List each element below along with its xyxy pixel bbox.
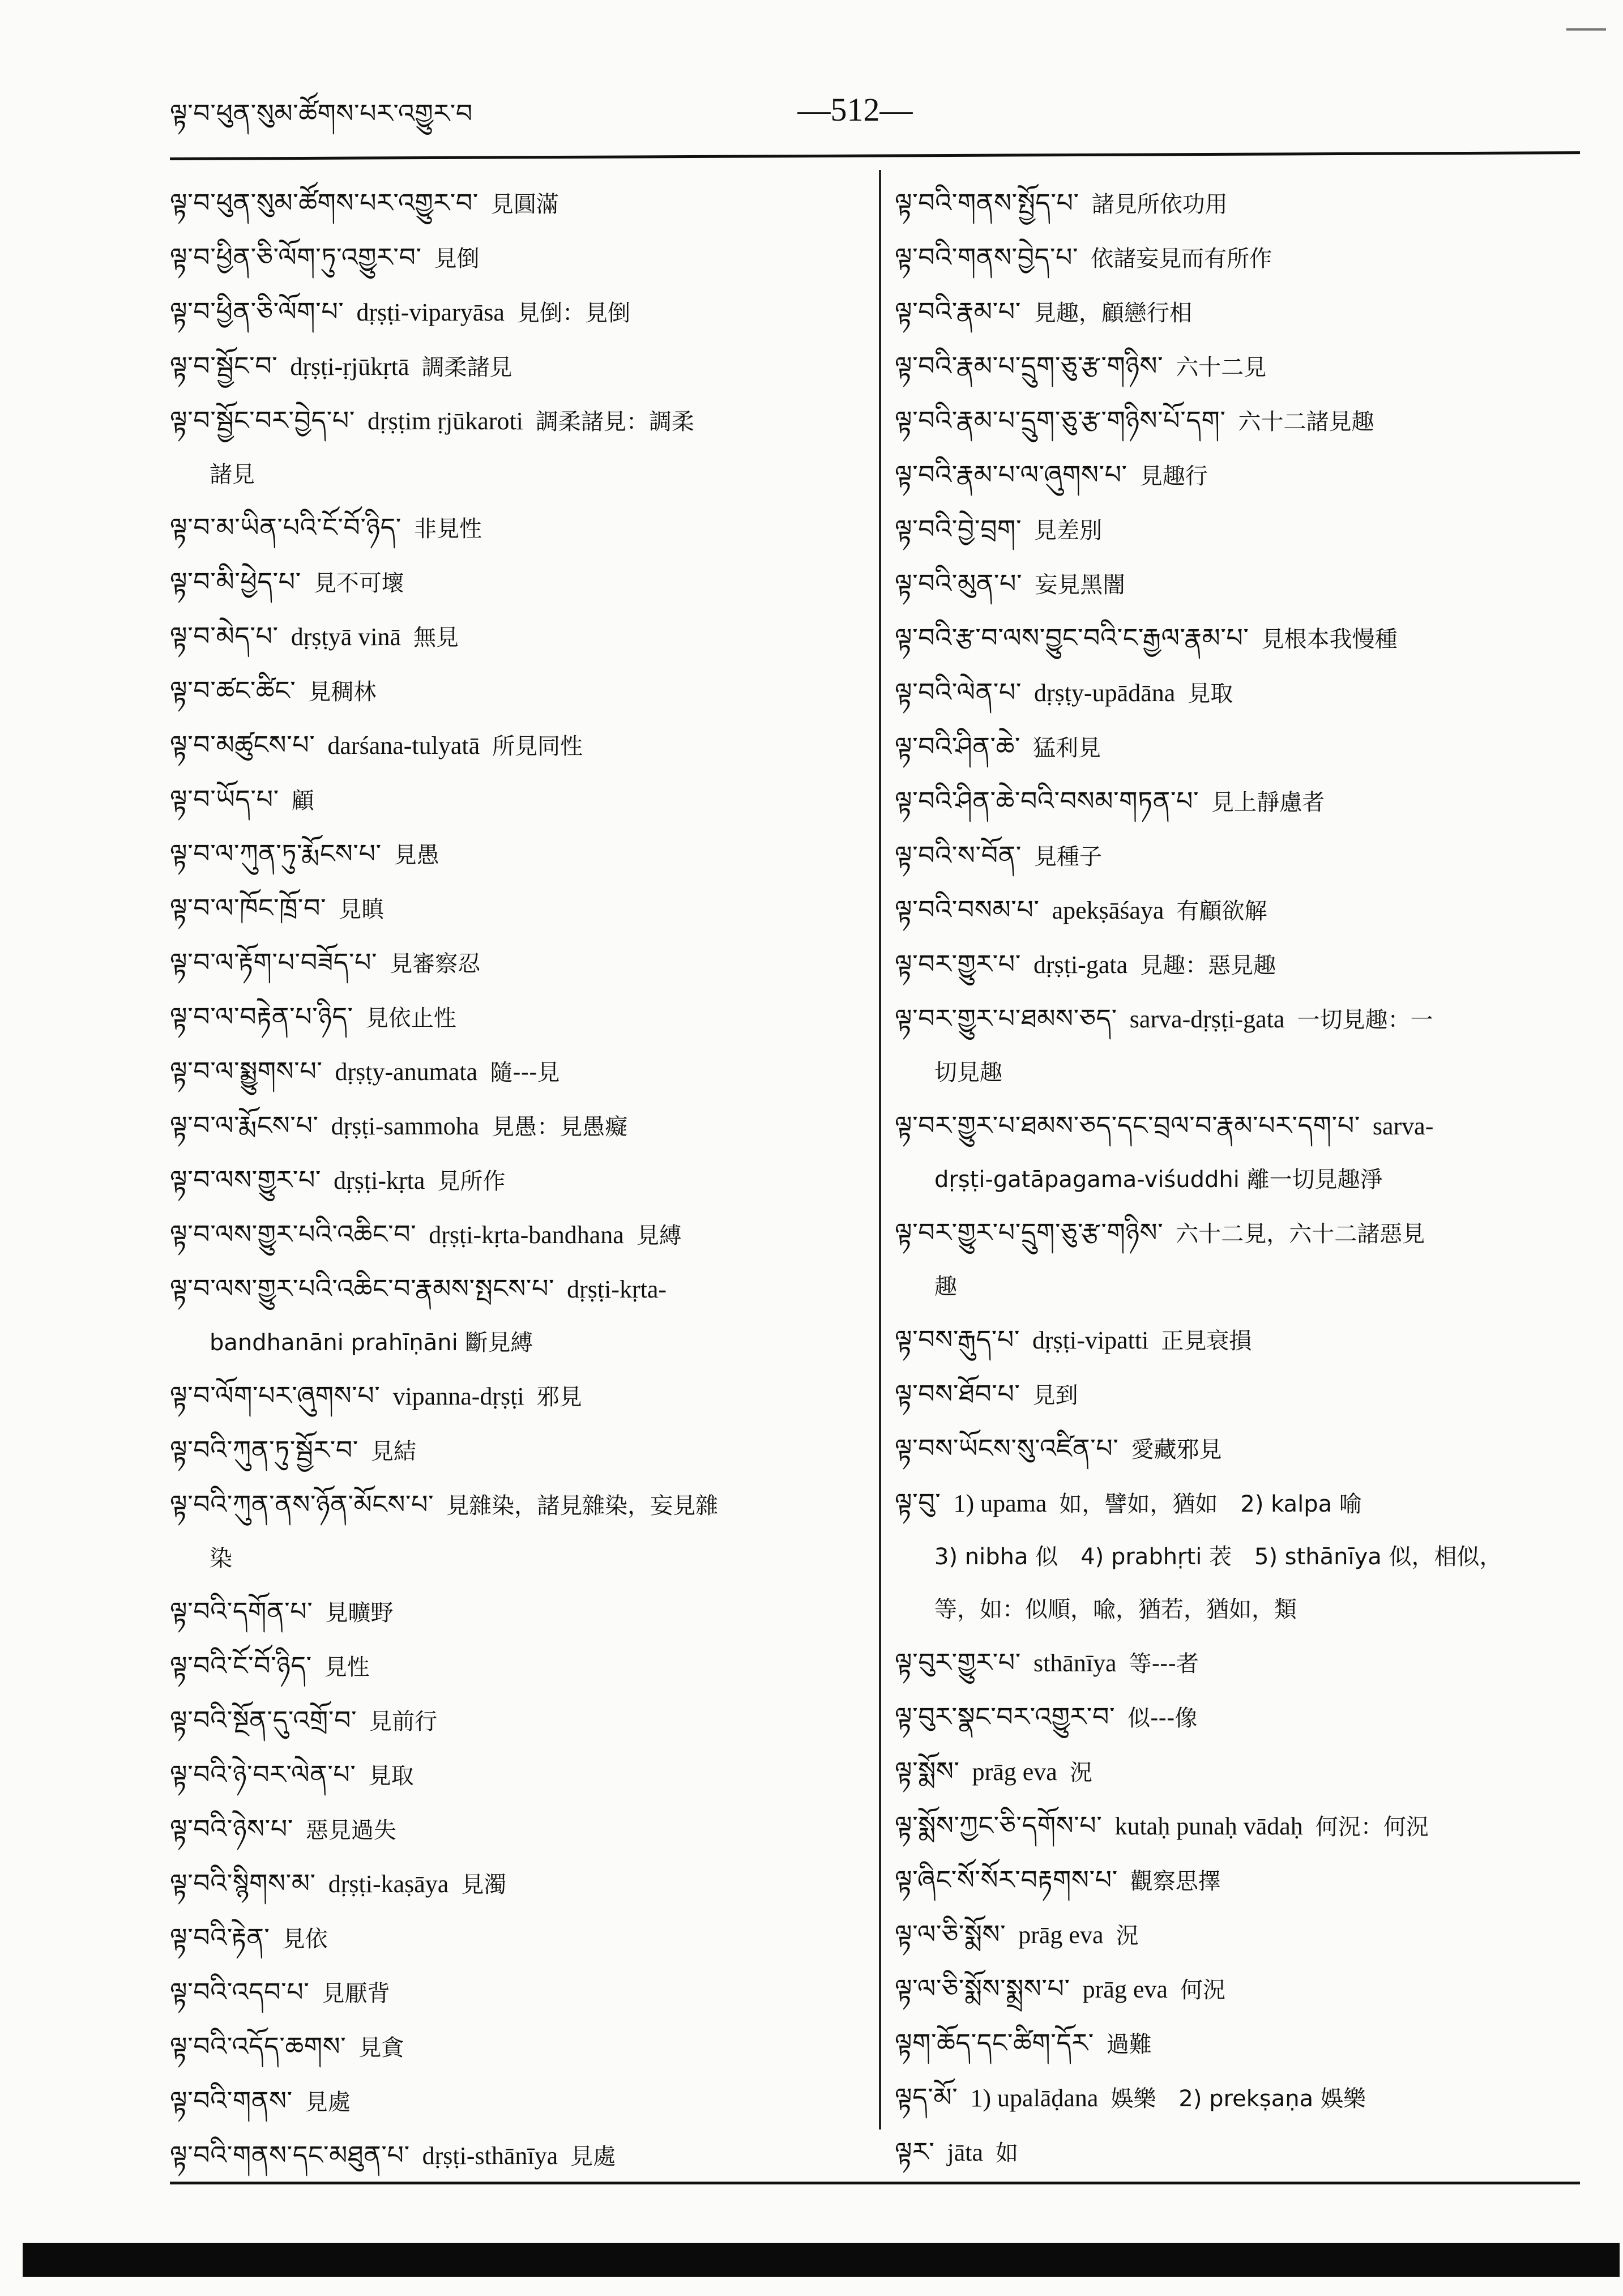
entry-continuation-line: [170, 449, 855, 501]
sanskrit-equivalent: dṛṣṭyā vinā: [291, 623, 401, 651]
tibetan-headword: ལྟ་བས་ཐོབ་པ་: [895, 1379, 1020, 1409]
entry-continuation-line: [170, 1533, 855, 1585]
tibetan-headword: ལྟ་བའི་རྣམ་པ་ལ་ཞུགས་པ་: [895, 459, 1127, 490]
dictionary-entry: [170, 1424, 855, 1478]
entry-continuation: 染: [210, 1546, 232, 1572]
tibetan-headword: ལྟ་བའི་ངོ་བོ་ཉིད་: [170, 1650, 312, 1681]
chinese-gloss: 惡見過失: [305, 1817, 396, 1843]
chinese-gloss: 見趣：惡見趣: [1140, 953, 1276, 979]
chinese-gloss: 況: [1116, 1923, 1139, 1949]
dictionary-entry: [895, 449, 1580, 503]
sanskrit-equivalent: dṛṣṭim ṛjūkaroti: [367, 407, 523, 435]
chinese-gloss: 見所作: [437, 1168, 506, 1194]
sanskrit-equivalent: sarva-: [1372, 1112, 1434, 1140]
sanskrit-equivalent: kutaḥ punaḥ vādaḥ: [1114, 1812, 1303, 1840]
tibetan-headword: ལྟ་བའི་ཀུན་ནས་ཉོན་མོངས་པ་: [170, 1489, 434, 1520]
dictionary-entry: [170, 1640, 855, 1694]
dictionary-entry: [895, 666, 1580, 720]
sanskrit-equivalent: dṛṣṭi-kṛta: [334, 1167, 425, 1194]
left-column: [170, 177, 855, 2183]
tibetan-headword: ལྟ་བ་སྦྱོང་བ་: [170, 351, 278, 381]
tibetan-headword: ལྟ་བའི་ཤིན་ཆེ་བའི་བསམ་གཏན་པ་: [895, 786, 1199, 816]
chinese-gloss: 邪見: [536, 1384, 582, 1410]
tibetan-headword: ལྟ་བ་མཚུངས་པ་: [170, 729, 315, 760]
chinese-gloss: 何況：何況: [1315, 1814, 1429, 1840]
chinese-gloss: 有顧欲解: [1176, 898, 1267, 924]
tibetan-headword: ལྟ་སྨོས་ཀྱང་ཅི་དགོས་པ་: [895, 1810, 1103, 1841]
chinese-gloss: 見愚：見愚癡: [492, 1114, 628, 1140]
dictionary-entry: [895, 2126, 1580, 2180]
chinese-gloss: 似---像: [1127, 1705, 1198, 1731]
tibetan-headword: ལྟ་བ་མ་ཡིན་པའི་ངོ་བོ་ཉིད་: [170, 512, 402, 543]
tibetan-headword: ལྟ་བའི་བསམ་པ་: [895, 894, 1040, 925]
dictionary-entry: [170, 1045, 855, 1099]
sanskrit-equivalent: dṛṣṭi-sthānīya: [422, 2142, 558, 2170]
entry-continuation: 切見趣: [934, 1060, 1002, 1086]
tibetan-headword: ལྟ་ཞིང་སོ་སོར་བརྟགས་པ་: [895, 1864, 1118, 1895]
chinese-gloss: 見雜染，諸見雜染，妄見雜: [446, 1493, 719, 1519]
dictionary-entry: [895, 884, 1580, 938]
dictionary-entry: [895, 1368, 1580, 1422]
dictionary-entry: [895, 2071, 1580, 2126]
entry-continuation-line: [895, 1261, 1580, 1313]
dictionary-entry: [170, 610, 855, 664]
chinese-gloss: 見不可壞: [313, 570, 404, 596]
chinese-gloss: 依諸妄見而有所作: [1091, 246, 1272, 272]
chinese-gloss: 見取: [1188, 681, 1233, 707]
chinese-gloss: 見厭背: [322, 1981, 390, 2007]
chinese-gloss: 見圓滿: [490, 191, 559, 217]
dictionary-entry: [895, 1476, 1580, 1531]
dictionary-entry: [895, 177, 1580, 231]
sanskrit-equivalent: 1) upama: [953, 1490, 1047, 1517]
tibetan-headword: ལྟ་བའི་མུན་པ་: [895, 568, 1023, 599]
chinese-gloss: 見倒: [434, 246, 480, 272]
footer-rule: [170, 2182, 1580, 2184]
dictionary-entry: [895, 1745, 1580, 1799]
chinese-gloss: 諸見所依功用: [1091, 191, 1228, 217]
chinese-gloss: 調柔諸見: [421, 355, 512, 381]
chinese-gloss: 見處: [305, 2089, 351, 2115]
chinese-gloss: 見結: [370, 1439, 416, 1465]
tibetan-headword: ལྟ་བས་རྒུད་པ་: [895, 1324, 1020, 1355]
tibetan-headword: ལྟ་བའི་གནས་: [170, 2085, 293, 2116]
sanskrit-equivalent: sthānīya: [1033, 1649, 1117, 1677]
chinese-gloss: 見依止性: [365, 1005, 456, 1031]
chinese-gloss: 見貪: [358, 2035, 404, 2061]
dictionary-entry: [170, 719, 855, 773]
dictionary-entry: [170, 1208, 855, 1262]
chinese-gloss: 何況: [1180, 1977, 1225, 2003]
chinese-gloss: 見取: [368, 1763, 414, 1789]
entry-continuation-line: [895, 1584, 1580, 1636]
dictionary-entry: [895, 1206, 1580, 1261]
tibetan-headword: ལྟ་བའི་རྣམ་པ་: [895, 296, 1021, 327]
dictionary-entry: [170, 1154, 855, 1208]
tibetan-headword: ལྟ་བ་ཕྱིན་ཅི་ལོག་པ་: [170, 296, 344, 327]
dictionary-entry: [170, 1911, 855, 1966]
tibetan-headword: ལྟ་བུར་སྣང་བར་འགྱུར་བ་: [895, 1701, 1116, 1732]
tibetan-headword: ལྟ་བ་ལ་སྨྱུགས་པ་: [170, 1056, 323, 1086]
sanskrit-equivalent: sarva-dṛṣṭi-gata: [1129, 1005, 1285, 1033]
dictionary-entry: [170, 664, 855, 719]
tibetan-headword: ལྟ་བའི་ས་བོན་: [895, 840, 1022, 870]
entry-continuation-line: [895, 1047, 1580, 1099]
tibetan-headword: ལྟ་བ་ཕྱིན་ཅི་ལོག་ཏུ་འགྱུར་བ་: [170, 242, 422, 272]
dictionary-entry: [170, 2020, 855, 2075]
tibetan-headword: ལྟ་བའི་འདབ་པ་: [170, 1977, 310, 2007]
dictionary-entry: [895, 394, 1580, 449]
right-column: [895, 177, 1580, 2180]
page-number: —512—: [797, 91, 913, 128]
dictionary-entry: [170, 556, 855, 610]
chinese-gloss: 六十二見: [1176, 355, 1267, 381]
tibetan-headword: ལྟ་བའི་ཀུན་ཏུ་སྦྱོར་བ་: [170, 1435, 358, 1465]
tibetan-headword: ལྟ་བའི་གནས་དང་མཐུན་པ་: [170, 2140, 410, 2170]
dictionary-entry: [895, 1422, 1580, 1476]
dictionary-entry: [170, 501, 855, 556]
dictionary-entry: [895, 1313, 1580, 1368]
dictionary-entry: [170, 991, 855, 1045]
tibetan-headword: ལྟ་བའི་ལེན་པ་: [895, 677, 1022, 707]
tibetan-headword: ལྟ་བའི་བྱེ་བྲག་: [895, 514, 1022, 544]
tibetan-headword: ལྟ་ལ་ཅི་སྨོས་: [895, 1919, 1006, 1949]
chinese-gloss: 愛藏邪見: [1131, 1437, 1222, 1463]
chinese-gloss: 調柔諸見：調柔: [535, 409, 694, 435]
dictionary-entry: [170, 177, 855, 231]
dictionary-entry: [170, 1857, 855, 1911]
scan-corner-mark: [1566, 28, 1606, 31]
tibetan-headword: ལྟ་བར་གྱུར་པ་: [895, 949, 1021, 979]
chinese-gloss: 見依: [282, 1926, 328, 1952]
dictionary-entry: [170, 1966, 855, 2020]
chinese-gloss: 見倒：見倒: [516, 300, 630, 326]
dictionary-entry: [170, 1694, 855, 1748]
dictionary-entry: [170, 394, 855, 449]
dictionary-entry: [170, 773, 855, 827]
chinese-gloss: 見曠野: [325, 1600, 394, 1626]
chinese-gloss: 見濁: [461, 1872, 507, 1898]
tibetan-headword: ལྟ་བའི་རྩ་བ་ལས་བྱུང་བའི་ང་རྒྱལ་རྣམ་པ་: [895, 622, 1249, 653]
dictionary-entry: [895, 2017, 1580, 2071]
chinese-gloss: 所見同性: [492, 733, 583, 759]
tibetan-headword: ལྟ་ལ་ཅི་སྨོས་སྨྲས་པ་: [895, 1973, 1070, 2004]
dictionary-entry: [170, 1369, 855, 1424]
column-divider: [879, 170, 881, 2129]
sanskrit-equivalent: 1) upalāḍana: [970, 2084, 1099, 2112]
scan-edge-bar: [23, 2243, 1620, 2277]
chinese-gloss: 如: [995, 2140, 1018, 2166]
chinese-gloss: 見審察忍: [390, 951, 481, 977]
chinese-gloss: 顧: [291, 788, 314, 814]
chinese-gloss: 正見衰損: [1161, 1328, 1252, 1354]
tibetan-headword: ལྟ་བར་གྱུར་པ་ཐམས་ཅད་: [895, 1003, 1117, 1034]
chinese-gloss: 見根本我慢種: [1261, 626, 1398, 652]
tibetan-headword: ལྟ་བ་ཡོད་པ་: [170, 784, 279, 814]
chinese-gloss: 等---者: [1129, 1651, 1199, 1677]
dictionary-entry: [895, 1908, 1580, 1962]
tibetan-headword: ལྟ་བ་སྦྱོང་བར་བྱེད་པ་: [170, 405, 355, 436]
dictionary-entry: [895, 775, 1580, 829]
tibetan-headword: ལྟ་བ་ལས་གྱུར་པའི་འཆིང་བ་རྣམས་སྤངས་པ་: [170, 1273, 555, 1304]
dictionary-entry: [895, 1799, 1580, 1854]
tibetan-headword: ལྟ་བ་ཕུན་སུམ་ཚོགས་པར་འགྱུར་བ་: [170, 187, 479, 218]
chinese-gloss: 見上靜慮者: [1211, 789, 1325, 816]
dictionary-entry: [170, 285, 855, 340]
chinese-gloss: 妄見黑闇: [1035, 572, 1126, 598]
dictionary-entry: [895, 720, 1580, 775]
dictionary-entry: [895, 503, 1580, 557]
sanskrit-equivalent: dṛṣṭi-viparyāsa: [356, 298, 505, 326]
chinese-gloss: 如，譬如，猶如 2) kalpa 喻: [1059, 1491, 1362, 1517]
tibetan-headword: ལྟ་སྨོས་: [895, 1756, 960, 1786]
dictionary-entry: [170, 340, 855, 394]
sanskrit-equivalent: prāg eva: [1082, 1975, 1168, 2003]
tibetan-headword: ལྟ་བ་ལས་གྱུར་པའི་འཆིང་བ་: [170, 1219, 417, 1249]
chinese-gloss: 隨---見: [490, 1060, 560, 1086]
tibetan-headword: ལྟ་བར་གྱུར་པ་ཐམས་ཅད་དང་བྲལ་བ་རྣམ་པར་དག་པ་: [895, 1110, 1360, 1141]
entry-continuation: dṛṣṭi-gatāpagama-viśuddhi 離一切見趣淨: [934, 1167, 1383, 1193]
tibetan-headword: ལྟ་བའི་སྔོན་དུ་འགྲོ་བ་: [170, 1705, 357, 1735]
dictionary-entry: [170, 1585, 855, 1640]
dictionary-entry: [895, 1691, 1580, 1745]
entry-continuation-line: [895, 1531, 1580, 1584]
entry-continuation: bandhanāni prahīṇāni 斷見縛: [210, 1330, 533, 1356]
tibetan-headword: ལྟ་བ་ཚང་ཚིང་: [170, 675, 296, 706]
entry-continuation: 等，如：似順，喩，猶若，猶如，類: [934, 1597, 1297, 1623]
tibetan-headword: ལྟ་བ་ལ་རྟོག་པ་བཟོད་པ་: [170, 947, 378, 978]
dictionary-entry: [170, 231, 855, 285]
entry-continuation-line: [170, 1317, 855, 1369]
tibetan-headword: ལྟ་བའི་རྣམ་པ་དྲུག་ཅུ་རྩ་གཉིས་: [895, 351, 1164, 381]
dictionary-entry: [170, 2075, 855, 2129]
entry-continuation: 趣: [934, 1274, 957, 1300]
tibetan-headword: ལྟ་བའི་རྟེན་: [170, 1922, 270, 1953]
tibetan-headword: ལྟ་བ་ལ་ཀུན་ཏུ་རྨོངས་པ་: [170, 838, 382, 869]
tibetan-headword: ལྟ་བའི་གནས་སྤྱོད་པ་: [895, 187, 1079, 218]
chinese-gloss: 娛樂 2) prekṣaṇa 娛樂: [1111, 2086, 1366, 2112]
dictionary-entry: [170, 936, 855, 991]
dictionary-entry: [170, 1803, 855, 1857]
tibetan-headword: ལྟ་བ་ལས་གྱུར་པ་: [170, 1164, 322, 1195]
chinese-gloss: 一切見趣：一: [1297, 1007, 1433, 1033]
dictionary-entry: [170, 1099, 855, 1154]
dictionary-entry: [170, 827, 855, 882]
sanskrit-equivalent: dṛṣṭi-kaṣāya: [328, 1870, 449, 1898]
tibetan-headword: ལྟ་བུ་: [895, 1487, 941, 1518]
chinese-gloss: 見愚: [394, 842, 439, 868]
sanskrit-equivalent: dṛṣṭi-sammoha: [331, 1112, 480, 1140]
tibetan-headword: ལྟ་བ་མི་ཕྱེད་པ་: [170, 566, 301, 597]
dictionary-entry: [895, 938, 1580, 992]
sanskrit-equivalent: dṛṣṭy-anumata: [335, 1058, 478, 1086]
dictionary-entry: [895, 1099, 1580, 1154]
chinese-gloss: 過難: [1106, 2032, 1152, 2058]
chinese-gloss: 六十二見，六十二諸惡見: [1176, 1221, 1425, 1247]
chinese-gloss: 見種子: [1033, 844, 1102, 870]
dictionary-entry: [895, 992, 1580, 1047]
sanskrit-equivalent: dṛṣṭi-kṛta-bandhana: [429, 1221, 624, 1249]
dictionary-entry: [170, 882, 855, 936]
sanskrit-equivalent: prāg eva: [1018, 1921, 1104, 1949]
tibetan-headword: ལྟ་བའི་སྙིགས་མ་: [170, 1868, 316, 1898]
tibetan-headword: ལྟ་བ་ལ་ཁོང་ཁྲོ་བ་: [170, 893, 327, 923]
tibetan-headword: ལྟ་བར་གྱུར་པ་དྲུག་ཅུ་རྩ་གཉིས་: [895, 1217, 1164, 1248]
tibetan-headword: ལྟ་བའི་ཉེ་བར་ལེན་པ་: [170, 1759, 356, 1790]
tibetan-headword: ལྟ་བ་ལ་རྨོངས་པ་: [170, 1110, 319, 1141]
tibetan-headword: ལྟད་མོ་: [895, 2082, 958, 2113]
dictionary-entry: [895, 1854, 1580, 1908]
chinese-gloss: 六十二諸見趣: [1238, 409, 1374, 435]
sanskrit-equivalent: vipanna-dṛṣṭi: [392, 1382, 524, 1410]
chinese-gloss: 觀察思擇: [1130, 1868, 1221, 1894]
sanskrit-equivalent: dṛṣṭi-ṛjūkṛtā: [290, 353, 409, 381]
entry-continuation-line: [895, 1154, 1580, 1206]
dictionary-entry: [895, 231, 1580, 285]
chinese-gloss: 見處: [570, 2144, 616, 2170]
sanskrit-equivalent: dṛṣṭi-kṛta-: [567, 1275, 667, 1303]
dictionary-entry: [170, 1262, 855, 1317]
dictionary-entry: [895, 612, 1580, 666]
dictionary-entry: [895, 829, 1580, 884]
entry-continuation: 3) nibha 似 4) prabhṛti 䒾 5) sthānīya 似，相似，: [934, 1544, 1502, 1570]
chinese-gloss: 見差別: [1034, 518, 1103, 544]
tibetan-headword: ལྟ་བའི་ཉེས་པ་: [170, 1813, 293, 1844]
tibetan-headword: ལྟ་བ་ལ་བརྟེན་པ་ཉིད་: [170, 1001, 353, 1032]
tibetan-headword: ལྟ་བའི་འདོད་ཆགས་: [170, 2031, 347, 2062]
tibetan-headword: ལྟ་བའི་དགོན་པ་: [170, 1596, 313, 1627]
chinese-gloss: 猛利見: [1033, 735, 1101, 761]
sanskrit-equivalent: dṛṣṭy-upādāna: [1034, 679, 1176, 707]
tibetan-headword: ལྟ་བའི་ཤིན་ཆེ་: [895, 731, 1021, 762]
chinese-gloss: 見性: [324, 1654, 370, 1680]
tibetan-headword: ལྟ་བས་ཡོངས་སུ་འཛིན་པ་: [895, 1433, 1119, 1463]
chinese-gloss: 見到: [1032, 1382, 1078, 1409]
tibetan-headword: ལྟར་: [895, 2136, 935, 2167]
chinese-gloss: 非見性: [413, 516, 482, 542]
sanskrit-equivalent: apekṣāśaya: [1052, 897, 1164, 924]
dictionary-entry: [895, 1962, 1580, 2017]
tibetan-headword: ལྟ་བ་མེད་པ་: [170, 621, 279, 651]
chinese-gloss: 況: [1069, 1760, 1092, 1786]
dictionary-entry: [895, 285, 1580, 340]
sanskrit-equivalent: dṛṣṭi-gata: [1033, 951, 1128, 979]
chinese-gloss: 見縛: [636, 1223, 682, 1249]
tibetan-headword: ལྟ་བའི་རྣམ་པ་དྲུག་ཅུ་རྩ་གཉིས་པོ་དག་: [895, 405, 1226, 436]
dictionary-entry: [170, 2129, 855, 2183]
chinese-gloss: 見瞋: [339, 897, 385, 923]
tibetan-headword: ལྟ་བ་ལོག་པར་ཞུགས་པ་: [170, 1380, 381, 1411]
chinese-gloss: 無見: [413, 625, 459, 651]
sanskrit-equivalent: jāta: [947, 2139, 983, 2166]
sanskrit-equivalent: dṛṣṭi-vipatti: [1032, 1326, 1149, 1354]
sanskrit-equivalent: darśana-tulyatā: [327, 732, 480, 759]
chinese-gloss: 見趣行: [1139, 463, 1208, 489]
tibetan-headword: ལྟ་བུར་གྱུར་པ་: [895, 1647, 1021, 1678]
dictionary-entry: [895, 1636, 1580, 1691]
dictionary-entry: [895, 340, 1580, 394]
chinese-gloss: 見稠林: [308, 679, 377, 705]
chinese-gloss: 見趣，顧戀行相: [1033, 300, 1192, 326]
sanskrit-equivalent: prāg eva: [972, 1758, 1057, 1786]
tibetan-headword: ལྟག་ཆོད་དང་ཚིག་དོར་: [895, 2028, 1094, 2058]
entry-continuation: 諸見: [210, 462, 255, 488]
running-title: ལྟ་བ་ཕུན་སུམ་ཚོགས་པར་འགྱུར་བ: [170, 98, 473, 129]
dictionary-entry: [895, 557, 1580, 612]
tibetan-headword: ལྟ་བའི་གནས་བྱེད་པ་: [895, 242, 1079, 272]
chinese-gloss: 見前行: [369, 1709, 438, 1735]
dictionary-entry: [170, 1748, 855, 1803]
dictionary-entry: [170, 1478, 855, 1533]
